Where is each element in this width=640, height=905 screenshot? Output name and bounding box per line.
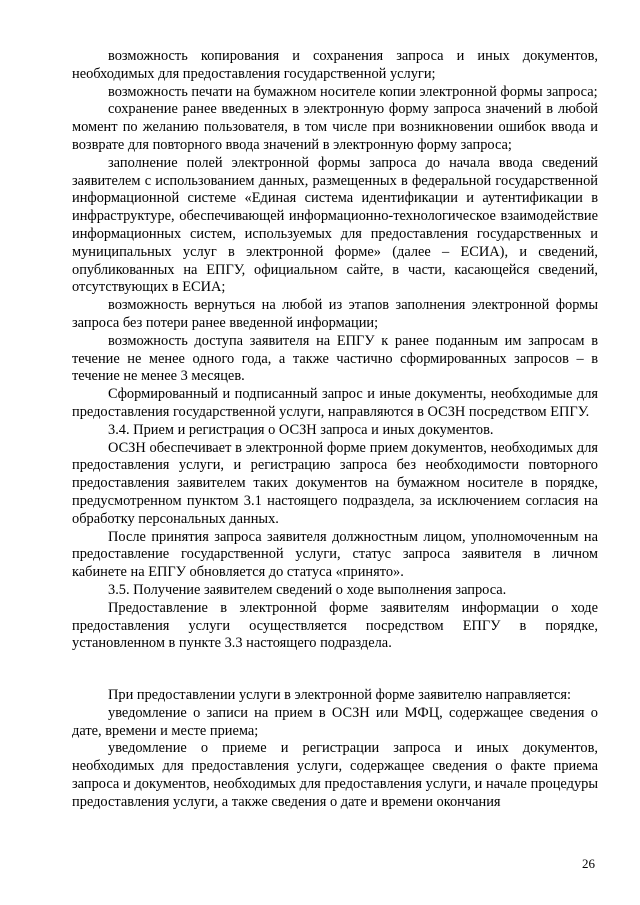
paragraph: После принятия запроса заявителя должностным лицом, уполномоченным на предоставление государственной услуги, статус запроса заявителя в личном кабинете на ЕПГУ обновляется до статуса «принято». [72,528,598,581]
section-heading: 3.5. Получение заявителем сведений о ходе выполнения запроса. [108,581,507,598]
paragraph: заполнение полей электронной формы запроса до начала ввода сведений заявителем с использованием данных, размещенных в федеральной государственной информационной системе «Единая система идентификации и аутентификации в инфраструктуре, обеспечивающей информационно-технологическое взаимодействие информационных систем, используемых для предоставления государственных и муниципальных услуг в электронной форме» (далее – ЕСИА), и сведений, опубликованных на ЕПГУ, официальном сайте, в части, касающейся сведений, отсутствующих в ЕСИА; [72,154,598,296]
section-gap [72,653,598,687]
paragraph: уведомление о записи на прием в ОСЗН или МФЦ, содержащее сведения о дате, времени и месте приема; [72,704,598,739]
paragraph: ОСЗН обеспечивает в электронной форме прием документов, необходимых для предоставления услуги, и регистрацию запроса без необходимости повторного предоставления заявителем таких документов на бумажном носителе в порядке, предусмотренном пунктом 3.1 настоящего подраздела, за исключением согласия на обработку персональных данных. [72,439,598,527]
paragraph: Предоставление в электронной форме заявителям информации о ходе предоставления услуги осуществляется посредством ЕПГУ в порядке, установленном в пункте 3.3 настоящего подраздела. [72,599,598,652]
paragraph: уведомление о приеме и регистрации запроса и иных документов, необходимых для предоставления услуги, содержащее сведения о факте приема запроса и документов, необходимых для предоставления услуги, и начале процедуры предоставления услуги, а также сведения о дате и времени окончания [72,740,598,810]
paragraph: Сформированный и подписанный запрос и иные документы, необходимые для предоставления государственной услуги, направляются в ОСЗН посредством ЕПГУ. [72,386,598,420]
section-heading: 3.4. Прием и регистрация о ОСЗН запроса и иных документов. [108,421,494,438]
paragraph: возможность вернуться на любой из этапов заполнения электронной формы запроса без потери ранее введенной информации; [72,297,598,331]
paragraph: сохранение ранее введенных в электронную форму запроса значений в любой момент по желанию пользователя, в том числе при возникновении ошибок ввода и возврате для повторного ввода значений в электронную форму запроса; [72,101,598,153]
page-number: 26 [582,856,595,871]
paragraph: возможность доступа заявителя на ЕПГУ к ранее поданным им запросам в течение не менее одного года, а также частично сформированных запросов – в течение не менее 3 месяцев. [72,332,598,385]
paragraph: возможность копирования и сохранения запроса и иных документов, необходимых для предоставления государственной услуги; [72,48,598,82]
paragraph: возможность печати на бумажном носителе копии электронной формы запроса; [108,83,598,100]
paragraph: При предоставлении услуги в электронной форме заявителю направляется: [108,687,571,704]
